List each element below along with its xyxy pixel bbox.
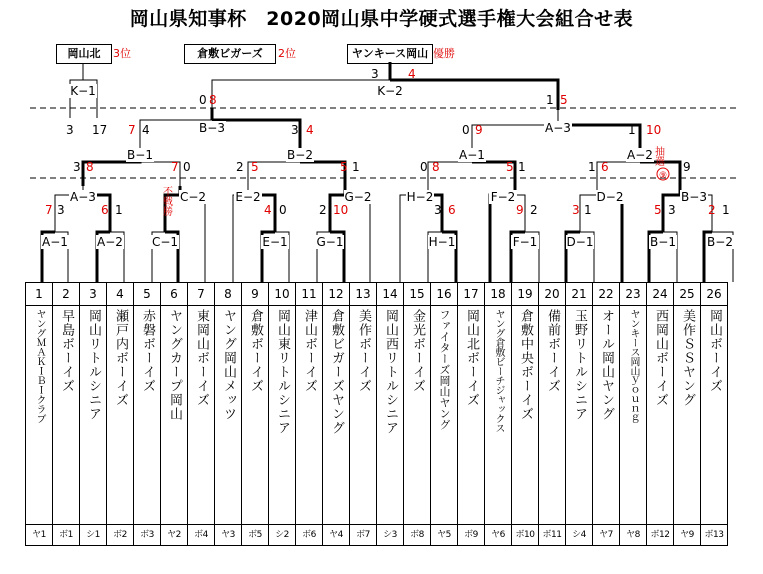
match-label: B−2 [707, 235, 733, 249]
team-name: 西岡山ボーイズ [653, 309, 668, 407]
team-name: ヤング倉敷ビーチジャックス [493, 309, 504, 433]
team-number: 11 [296, 283, 323, 306]
team-name-cell [215, 306, 242, 525]
team-number: 8 [215, 283, 242, 306]
team-name: 津山ボーイズ [302, 309, 317, 393]
score-right: 6 [448, 203, 456, 217]
score-left: 0 [462, 123, 470, 137]
match-label: B−1 [127, 148, 153, 162]
match-label: E−1 [262, 235, 288, 249]
team-number: 22 [593, 283, 620, 306]
score-left: 5 [506, 160, 514, 174]
score-right: 8 [86, 160, 94, 174]
team-code: ボ13 [701, 525, 728, 546]
team-number: 14 [377, 283, 404, 306]
team-code: ボ7 [350, 525, 377, 546]
team-name-cell [161, 306, 188, 525]
match-label: K−2 [377, 84, 403, 98]
lottery-mark: ⑨ [658, 171, 668, 181]
match-label: A−2 [97, 235, 123, 249]
score-right: 1 [518, 160, 526, 174]
team-name-cell [701, 306, 728, 525]
team-name: 倉敷ボーイズ [248, 309, 263, 393]
score-right: 10 [333, 203, 349, 217]
team-name-cell [377, 306, 404, 525]
match-label: C−1 [151, 235, 179, 249]
team-name-cell [53, 306, 80, 525]
team-number: 23 [620, 283, 647, 306]
score-left: 3 [66, 123, 74, 137]
score-left: 1 [588, 160, 596, 174]
team-name: ファイターズ岡山ヤング [438, 309, 451, 430]
team-code: ヤ3 [215, 525, 242, 546]
team-number: 3 [80, 283, 107, 306]
team-code-row [26, 525, 728, 546]
team-number-row [26, 283, 728, 306]
team-code: ボ8 [404, 525, 431, 546]
team-name-cell [26, 306, 53, 525]
second-place-box: 倉敷ビガーズ [184, 44, 276, 64]
lottery-note: 抽選 [652, 146, 664, 166]
team-name: 瀬戸内ボーイズ [113, 309, 128, 407]
score-right: 8 [432, 160, 440, 174]
team-name: 岡山ボーイズ [707, 309, 722, 393]
match-label: F−1 [512, 235, 538, 249]
team-name-cell [107, 306, 134, 525]
score-right: 9 [475, 123, 483, 137]
team-name: 東岡山ボーイズ [194, 309, 209, 407]
match-label: A−3 [70, 190, 96, 204]
match-label: H−2 [406, 190, 434, 204]
score-left: 2 [708, 203, 716, 217]
team-name-cell [242, 306, 269, 525]
score-right: 1 [584, 203, 592, 217]
team-name-cell [566, 306, 593, 525]
score-right: 8 [209, 93, 217, 107]
match-label: D−2 [596, 190, 624, 204]
k2-left-line [212, 63, 390, 110]
team-number: 15 [404, 283, 431, 306]
team-name-cell [80, 306, 107, 525]
match-label: B−2 [287, 148, 313, 162]
match-label: H−1 [428, 235, 456, 249]
team-number: 9 [242, 283, 269, 306]
team-name-cell [323, 306, 350, 525]
team-code: ヤ1 [26, 525, 53, 546]
team-code: シ3 [377, 525, 404, 546]
match-label: A−3 [545, 121, 571, 135]
team-name: ヤング岡山メッツ [221, 309, 236, 421]
score-left: 7 [45, 203, 53, 217]
team-name: 岡山西リトルシニア [383, 309, 398, 435]
score-right: 17 [92, 123, 108, 137]
team-code: ボ2 [107, 525, 134, 546]
score-left: 1 [546, 93, 554, 107]
match-label: A−2 [627, 148, 653, 162]
score-left: 5 [340, 160, 348, 174]
b2-right [300, 162, 345, 186]
team-name-cell [512, 306, 539, 525]
team-name-cell [620, 306, 647, 525]
team-number: 4 [107, 283, 134, 306]
page-title: 岡山県知事杯 2020岡山県中学硬式選手権大会組合せ表 [129, 8, 634, 30]
team-number: 19 [512, 283, 539, 306]
score-left: 1 [628, 123, 636, 137]
score-right: 1 [352, 160, 360, 174]
team-number: 24 [647, 283, 674, 306]
team-code: ヤ6 [485, 525, 512, 546]
match-label: G−1 [316, 235, 344, 249]
team-number: 12 [323, 283, 350, 306]
match-label: B−3 [681, 190, 707, 204]
team-code: シ2 [269, 525, 296, 546]
team-name: 美作ＳＳヤング [680, 309, 695, 407]
score-left: 7 [128, 123, 136, 137]
team-code: ボ1 [53, 525, 80, 546]
team-number: 10 [269, 283, 296, 306]
third-place-box: 岡山北 [56, 44, 112, 64]
score-right: 5 [251, 160, 259, 174]
match-label: B−3 [199, 121, 225, 135]
team-number: 21 [566, 283, 593, 306]
team-name: ヤングカープ岡山 [167, 309, 182, 421]
score-right: 1 [722, 203, 730, 217]
team-code: ヤ9 [674, 525, 701, 546]
team-code: ボ10 [512, 525, 539, 546]
team-name-row [26, 306, 728, 525]
score-right: 5 [560, 93, 568, 107]
team-name-cell [350, 306, 377, 525]
match-label: C−2 [179, 190, 207, 204]
champion-box: ヤンキース岡山 [347, 44, 433, 64]
team-name: 早島ボーイズ [59, 309, 74, 393]
score-left: 5 [654, 203, 662, 217]
team-code: ヤ7 [593, 525, 620, 546]
score-left: 6 [101, 203, 109, 217]
team-code: シ1 [80, 525, 107, 546]
score-right: 2 [530, 203, 538, 217]
team-number: 18 [485, 283, 512, 306]
team-name: 岡山北ボーイズ [464, 309, 479, 407]
score-right: 4 [306, 123, 314, 137]
team-name: ヤンキース岡山ｙｏｕｎｇ [628, 309, 639, 423]
team-code: ボ6 [296, 525, 323, 546]
score-left: 2 [319, 203, 327, 217]
score-left: 3 [73, 160, 81, 174]
score-left: 0 [199, 93, 207, 107]
team-name: 倉敷ビガーズヤング [329, 309, 344, 435]
match-labels [41, 67, 734, 249]
team-number: 7 [188, 283, 215, 306]
match-label: G−2 [344, 190, 372, 204]
score-right: 9 [683, 160, 691, 174]
match-label: A−1 [459, 148, 485, 162]
team-code: ボ5 [242, 525, 269, 546]
team-name: 玉野リトルシニア [572, 309, 587, 421]
second-place-rank: 2位 [278, 47, 296, 60]
team-number: 20 [539, 283, 566, 306]
third-place-rank: 3位 [113, 47, 131, 60]
team-number: 26 [701, 283, 728, 306]
score-right: 4 [408, 67, 416, 81]
score-left: 3 [291, 123, 299, 137]
team-number: 2 [53, 283, 80, 306]
team-name-cell [269, 306, 296, 525]
team-number: 13 [350, 283, 377, 306]
team-number: 5 [134, 283, 161, 306]
forfeit-note: 不戦勝 [160, 186, 172, 216]
score-left: 9 [516, 203, 524, 217]
k2-right-line [390, 80, 558, 110]
team-name-cell [593, 306, 620, 525]
team-code: ボ3 [134, 525, 161, 546]
score-right: 0 [183, 160, 191, 174]
champion-rank: 優勝 [433, 47, 455, 60]
score-right: 0 [279, 203, 287, 217]
team-code: ボ9 [458, 525, 485, 546]
match-label: B−1 [650, 235, 676, 249]
team-number: 17 [458, 283, 485, 306]
d2-right [597, 195, 622, 282]
team-name-cell [674, 306, 701, 525]
team-name: 美作ボーイズ [356, 309, 371, 393]
team-name: 倉敷中央ボーイズ [518, 309, 533, 421]
score-left: 3 [371, 67, 379, 81]
team-code: ボ4 [188, 525, 215, 546]
team-name: 岡山リトルシニア [86, 309, 101, 421]
team-name-cell [296, 306, 323, 525]
match-label: F−2 [490, 190, 516, 204]
team-name: 岡山東リトルシニア [275, 309, 290, 435]
score-left: 3 [434, 203, 442, 217]
match-label: A−1 [42, 235, 68, 249]
team-code: ヤ2 [161, 525, 188, 546]
team-name-cell [539, 306, 566, 525]
team-name-cell [134, 306, 161, 525]
score-left: 7 [171, 160, 179, 174]
team-name-cell [647, 306, 674, 525]
team-number: 25 [674, 283, 701, 306]
match-label: K−1 [70, 84, 96, 98]
team-code: ボ12 [647, 525, 674, 546]
team-name: 金光ボーイズ [410, 309, 425, 393]
team-code: ヤ5 [431, 525, 458, 546]
team-code: ヤ8 [620, 525, 647, 546]
score-right: 10 [646, 123, 662, 137]
score-right: 4 [142, 123, 150, 137]
c2-right [180, 195, 205, 282]
score-left: 0 [420, 160, 428, 174]
team-number: 1 [26, 283, 53, 306]
team-name-cell [485, 306, 512, 525]
team-name-cell [431, 306, 458, 525]
team-table [25, 282, 728, 546]
team-number: 6 [161, 283, 188, 306]
match-label: E−2 [235, 190, 261, 204]
match-label: D−1 [566, 235, 594, 249]
score-right: 1 [115, 203, 123, 217]
team-number: 16 [431, 283, 458, 306]
team-name-cell [458, 306, 485, 525]
team-name: ヤングＭＡＫＩＢＩクラブ [34, 309, 45, 423]
score-right: 3 [57, 203, 65, 217]
score-left: 2 [236, 160, 244, 174]
score-left: 3 [572, 203, 580, 217]
team-name: 赤磐ボーイズ [140, 309, 155, 393]
score-right: 6 [601, 160, 609, 174]
team-name-cell [404, 306, 431, 525]
g2-right [345, 195, 370, 282]
team-code: ボ11 [539, 525, 566, 546]
score-left: 4 [264, 203, 272, 217]
team-name: 備前ボーイズ [545, 309, 560, 393]
team-name-cell [188, 306, 215, 525]
score-right: 3 [668, 203, 676, 217]
team-code: シ4 [566, 525, 593, 546]
team-name: オール岡山ヤング [599, 309, 614, 421]
team-code: ヤ4 [323, 525, 350, 546]
